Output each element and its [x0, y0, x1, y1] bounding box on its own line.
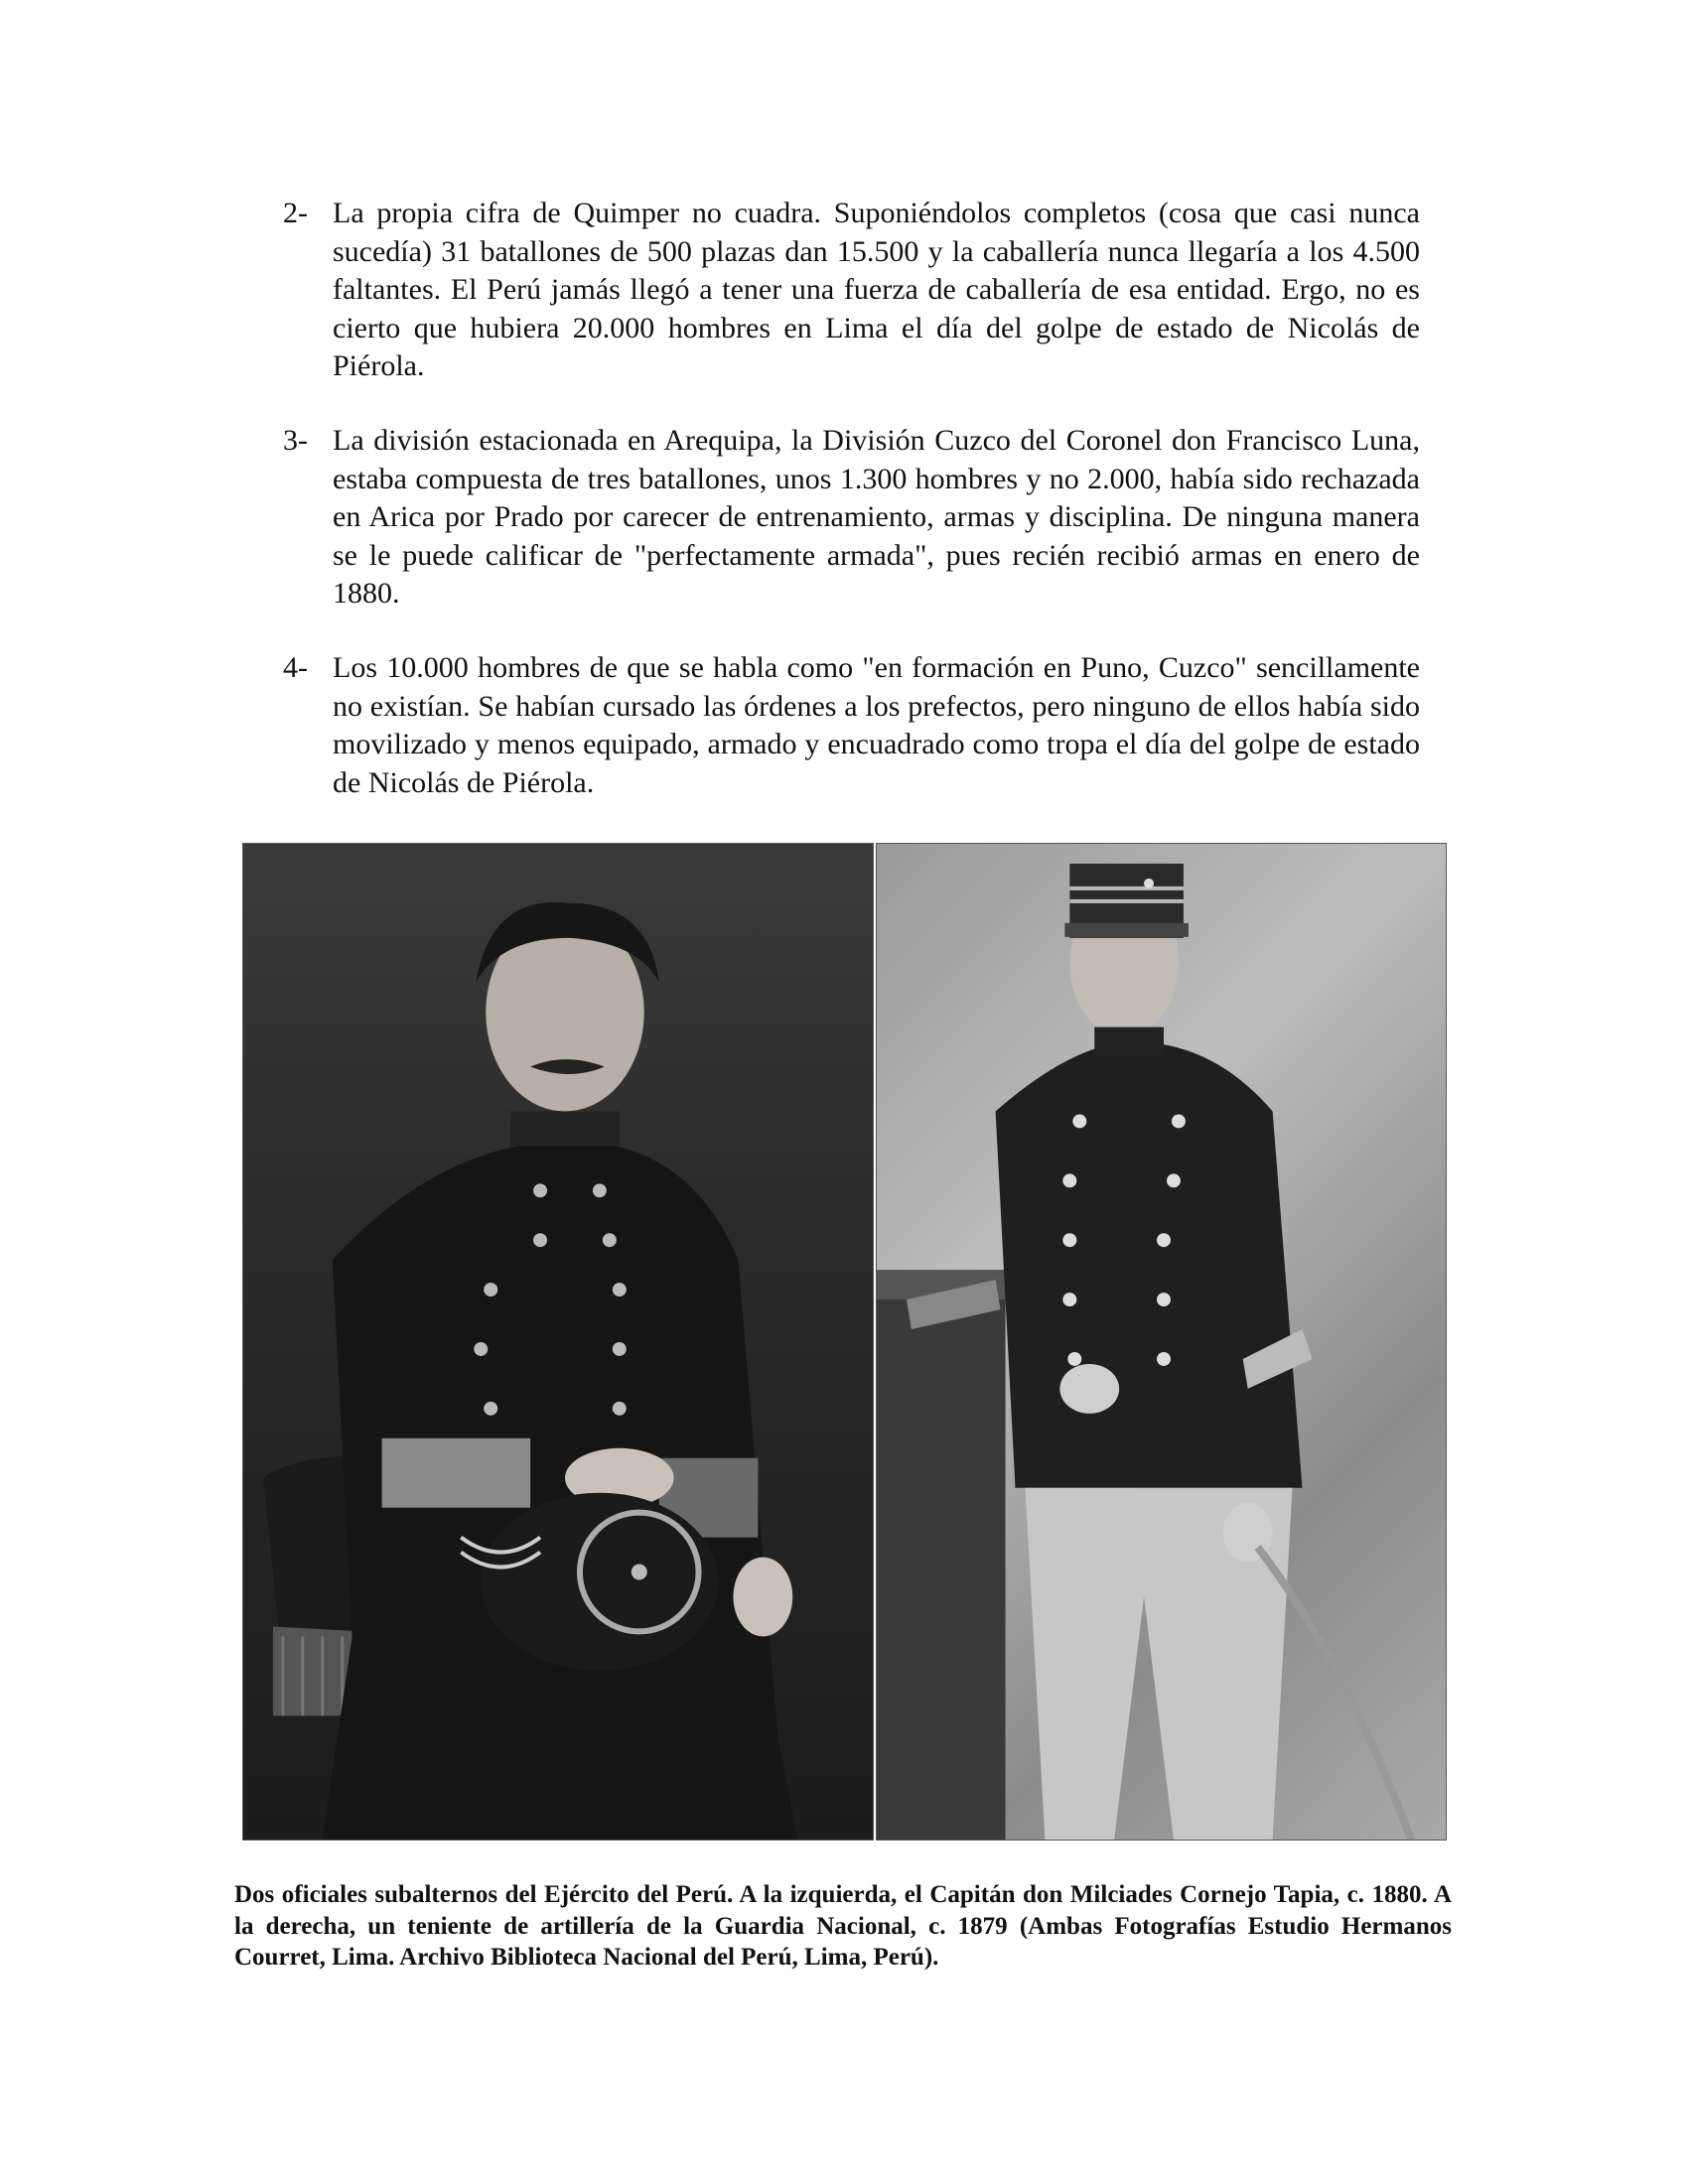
photo-seated-officer: [242, 843, 874, 1841]
list-item: [283, 422, 1420, 614]
item-number: 2-: [283, 197, 308, 229]
list-item: [283, 649, 1420, 802]
list-item: [283, 195, 1420, 386]
item-number: 3-: [283, 423, 308, 457]
item-text: La división estacionada en Arequipa, la División Cuzco del Coronel don Francisco Luna, estaba compuesta de tres batallones, unos 1.300 hombres y no 2.000, había sido rechazada en Arica por Prado por carecer de entrenamiento, armas y disciplina. De ninguna manera se le puede calificar de "perfectamente armada", pues recién recibió armas en enero de 1880.: [333, 423, 1420, 611]
standing-officer-image: [877, 844, 1446, 1840]
figure-caption: Dos oficiales subalternos del Ejército del Perú. A la izquierda, el Capitán don Milciades Cornejo Tapia, c. 1880. A la derecha, un teniente de artillería de la Guardia Nacional, c. 1879 (Ambas Fotografías Estudio Hermanos Courret, Lima. Archivo Biblioteca Nacional del Perú, Lima, Perú).: [234, 1881, 1452, 1971]
item-text: Los 10.000 hombres de que se habla como "en formación en Puno, Cuzco" sencillamente no existían. Se habían cursado las órdenes a los prefectos, pero ninguno de ellos había sido movilizado y menos equipado, armado y encuadrado como tropa el día del golpe de estado de Nicolás de Piérola.: [333, 650, 1420, 799]
photo-pair: [242, 843, 1447, 1841]
item-number: 4-: [283, 650, 308, 684]
numbered-list: [283, 195, 1420, 802]
item-text: La propia cifra de Quimper no cuadra. Suponiéndolos completos (cosa que casi nunca sucedía) 31 batallones de 500 plazas dan 15.500 y la caballería nunca llegaría a los 4.500 faltantes. El Perú jamás llegó a tener una fuerza de caballería de esa entidad. Ergo, no es cierto que hubiera 20.000 hombres en Lima el día del golpe de estado de Nicolás de Piérola.: [333, 197, 1420, 383]
seated-officer-image: [243, 844, 873, 1840]
photo-standing-officer: [876, 843, 1447, 1841]
